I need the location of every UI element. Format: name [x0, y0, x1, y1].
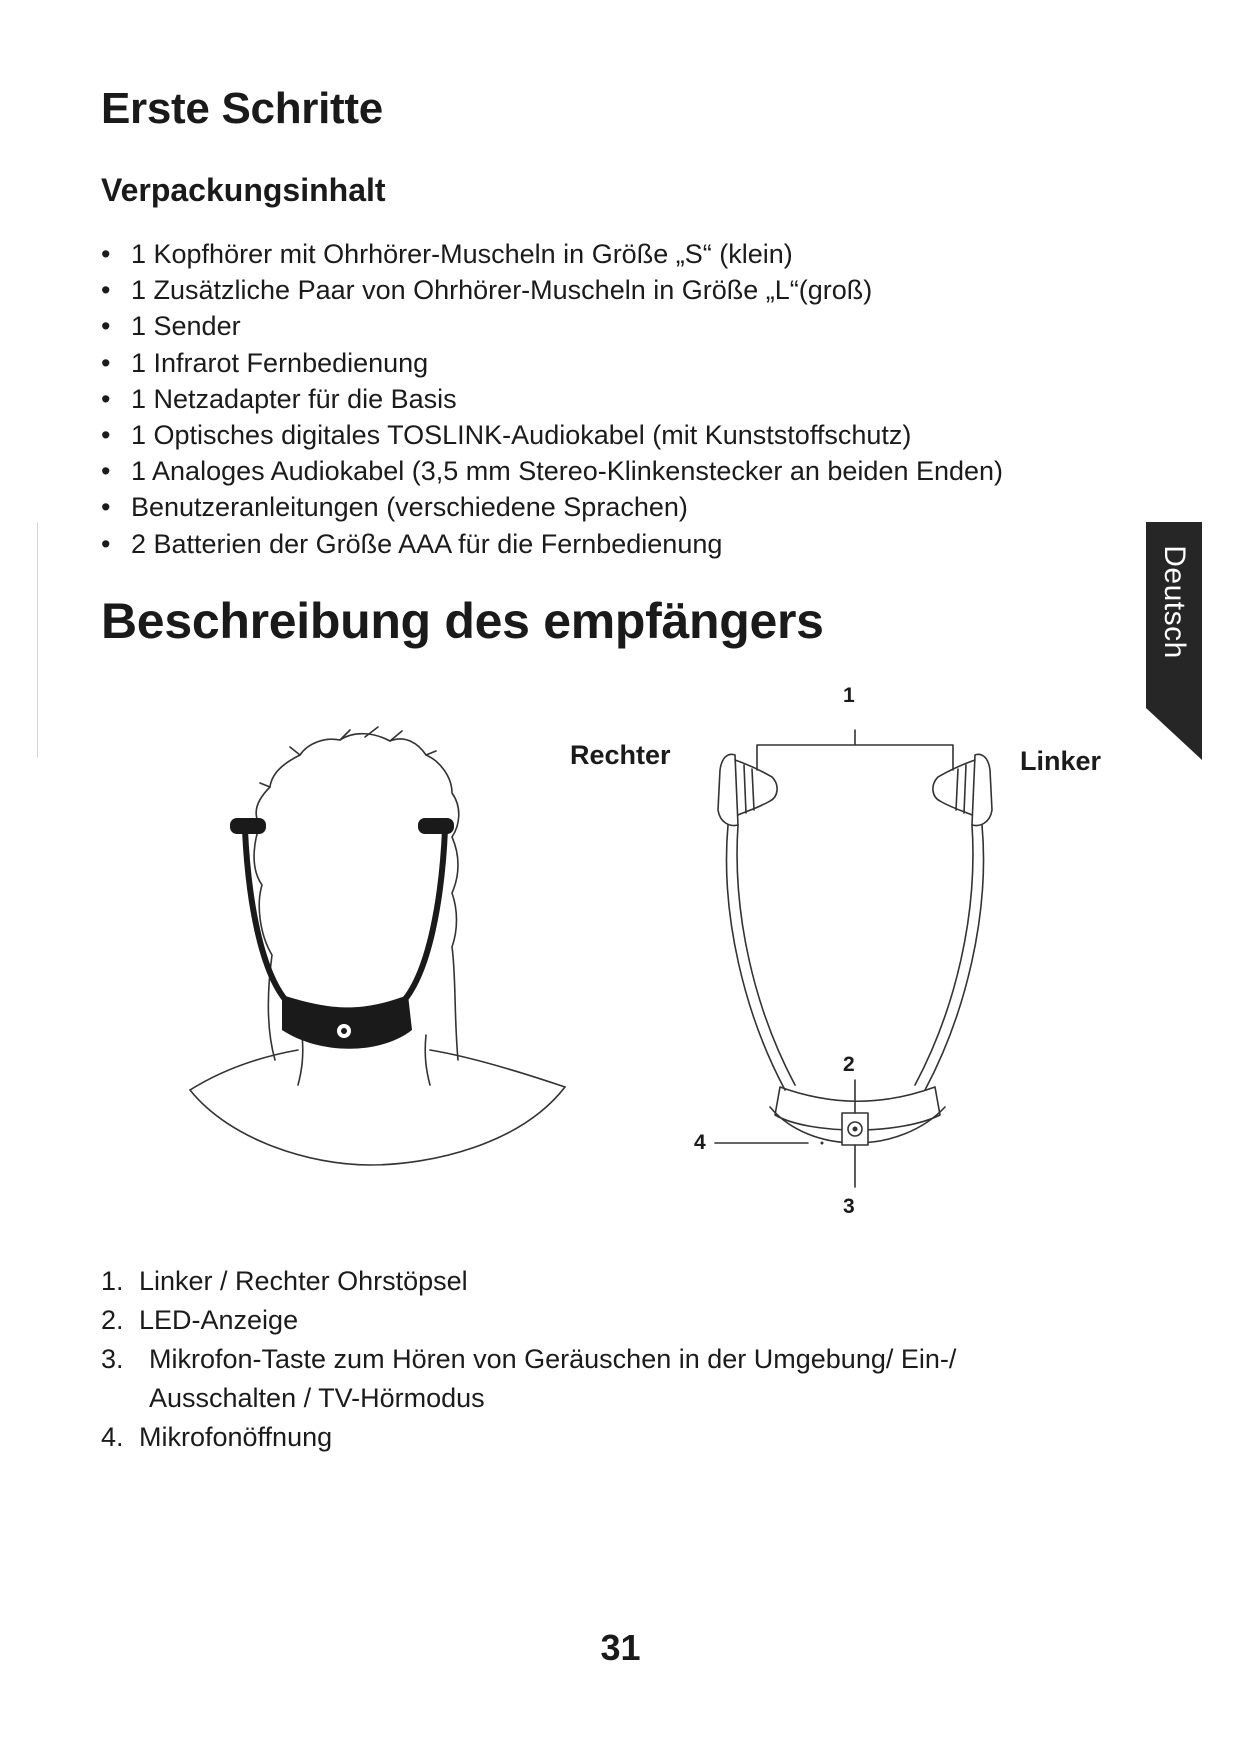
list-item: • 1 Zusätzliche Paar von Ohrhörer-Muscheln in Größe „L“(groß) [101, 272, 1101, 308]
receiver-diagram [660, 715, 1040, 1185]
bullet: • [101, 528, 111, 559]
language-tab: Deutsch [1158, 545, 1191, 659]
list-item: • 1 Infrarot Fernbedienung [101, 345, 1101, 381]
page-title: Erste Schritte [101, 84, 383, 133]
shoulders-outline [190, 1050, 565, 1090]
bullet: • [101, 492, 111, 523]
list-item: • Benutzeranleitungen (verschiedene Sprachen) [101, 489, 1101, 525]
receiver-description-heading: Beschreibung des empfängers [101, 593, 824, 649]
callout-4: 4 [694, 1131, 706, 1154]
left-earbud-label: Linker [1020, 746, 1102, 776]
callout-1: 1 [843, 684, 855, 707]
list-item: 1. Linker / Rechter Ohrstöpsel [101, 1266, 468, 1296]
right-earbud [718, 754, 738, 825]
bullet: • [101, 347, 111, 378]
bullet: • [101, 456, 111, 487]
wearing-illustration [190, 725, 570, 1185]
page-number: 31 [600, 1627, 641, 1668]
list-item: 2. LED-Anzeige [101, 1305, 299, 1335]
package-contents-heading: Verpackungsinhalt [101, 172, 386, 208]
list-item: • 1 Kopfhörer mit Ohrhörer-Muscheln in Größe „S“ (klein) [101, 236, 1101, 272]
list-item: 4. Mikrofonöffnung [101, 1422, 333, 1452]
bullet: • [101, 239, 111, 269]
right-earbud-label: Rechter [570, 740, 671, 770]
left-earbud-worn [418, 818, 454, 834]
bullet: • [101, 420, 111, 451]
package-contents-list [101, 236, 1101, 562]
parts-list [101, 1262, 956, 1457]
margin-rule [37, 522, 38, 758]
list-item: • 1 Netzadapter für die Basis [101, 381, 1101, 417]
bullet: • [101, 311, 111, 342]
list-item: 3. Mikrofon-Taste zum Hören von Geräuschen in der Umgebung/ Ein-/ [101, 1344, 957, 1374]
list-item: • 1 Optisches digitales TOSLINK-Audiokabel (mit Kunststoffschutz) [101, 417, 1101, 453]
list-item: • 1 Analoges Audiokabel (3,5 mm Stereo-Klinkenstecker an beiden Enden) [101, 453, 1101, 489]
bullet: • [101, 275, 111, 306]
left-earbud [972, 754, 992, 825]
bullet: • [101, 383, 111, 414]
list-item: • 2 Batterien der Größe AAA für die Fernbedienung [101, 526, 1101, 562]
list-item: • 1 Sender [101, 308, 1101, 344]
list-item: Ausschalten / TV-Hörmodus [149, 1383, 485, 1413]
callout-2: 2 [843, 1053, 855, 1076]
callout-3: 3 [843, 1195, 855, 1218]
neckband-worn [282, 995, 412, 1049]
